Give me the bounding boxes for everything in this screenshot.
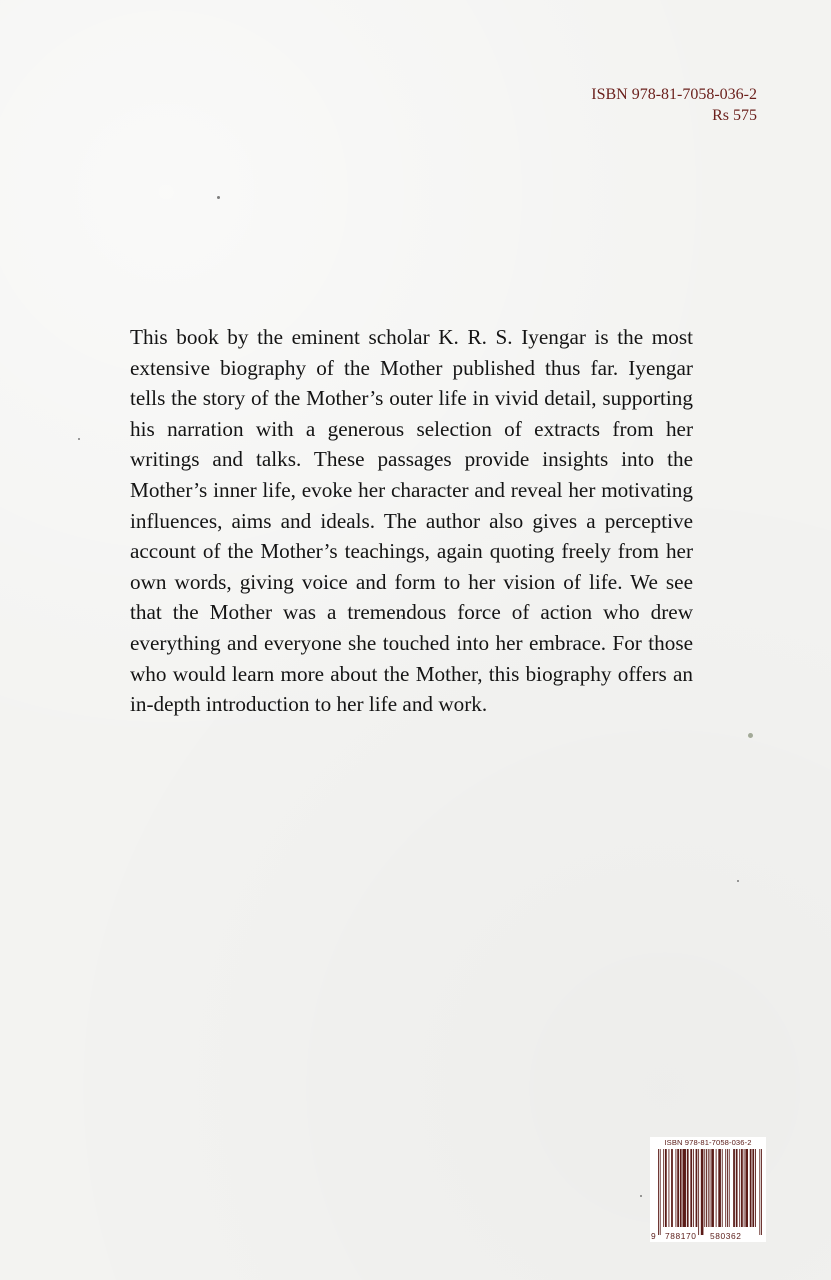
paper-speck bbox=[78, 438, 80, 440]
barcode-bar bbox=[693, 1149, 694, 1227]
barcode-bar bbox=[668, 1149, 669, 1227]
price: Rs 575 bbox=[712, 107, 757, 124]
barcode-bar bbox=[744, 1149, 745, 1227]
barcode-bar bbox=[761, 1149, 762, 1235]
paper-speck bbox=[737, 880, 739, 882]
barcode-bar bbox=[658, 1149, 659, 1235]
barcode-digit-lead: 9 bbox=[651, 1231, 657, 1241]
barcode-bar bbox=[716, 1149, 717, 1227]
barcode-bar bbox=[701, 1149, 704, 1235]
barcode-bar bbox=[725, 1149, 726, 1227]
barcode-digit-group-1: 788170 bbox=[665, 1231, 697, 1241]
barcode-bar bbox=[750, 1149, 752, 1227]
barcode-bar bbox=[710, 1149, 711, 1227]
barcode-bar bbox=[711, 1149, 714, 1227]
barcode-bar bbox=[718, 1149, 721, 1227]
barcode-bar bbox=[687, 1149, 689, 1227]
barcode-bar bbox=[745, 1149, 748, 1227]
barcode-bar bbox=[690, 1149, 692, 1227]
barcode-digit-group-2: 580362 bbox=[710, 1231, 742, 1241]
barcode-bar bbox=[729, 1149, 730, 1227]
barcode-bar bbox=[663, 1149, 664, 1227]
isbn-number: ISBN 978-81-7058-036-2 bbox=[591, 86, 757, 103]
paper-speck bbox=[640, 1195, 642, 1197]
barcode-bar bbox=[722, 1149, 723, 1227]
isbn-price-block bbox=[591, 84, 757, 126]
barcode-isbn-label: ISBN 978-81-7058-036-2 bbox=[664, 1138, 752, 1147]
barcode-bar bbox=[733, 1149, 735, 1227]
barcode-bar bbox=[680, 1149, 682, 1227]
barcode-bars bbox=[658, 1149, 762, 1235]
barcode-bar bbox=[706, 1149, 707, 1227]
barcode-bar bbox=[736, 1149, 738, 1227]
barcode-bar bbox=[727, 1149, 728, 1227]
barcode-bar bbox=[660, 1149, 661, 1235]
barcode-bar bbox=[675, 1149, 676, 1227]
barcode-bar bbox=[671, 1149, 673, 1227]
barcode-bar bbox=[682, 1149, 686, 1227]
barcode-bar bbox=[708, 1149, 709, 1227]
paper-speck bbox=[748, 733, 753, 738]
barcode-bar bbox=[752, 1149, 754, 1227]
barcode-bar bbox=[741, 1149, 743, 1227]
book-description: This book by the eminent scholar K. R. S. Iyengar is the most extensive biography of the Mother published thus far. Iyengar tells the story of the Mother’s outer life in vivid detail, supporting his narration with a generous selection of extracts from her writings and talks. These passages provide insights into the Mother’s inner life, evoke her character and reveal her motivating influences, aims and ideals. The author also gives a perceptive account of the Mother’s teachings, again quoting freely from her own words, giving voice and form to her vision of life. We see that the Mother was a tremendous force of action who drew everything and everyone she touched into her embrace. For those who would learn more about the Mother, this biography offers an in-depth introduction to her life and work. bbox=[130, 325, 693, 717]
barcode-bar bbox=[755, 1149, 756, 1227]
barcode-bar bbox=[696, 1149, 698, 1227]
barcode-bar bbox=[739, 1149, 740, 1227]
barcode-bar bbox=[698, 1149, 699, 1235]
paper-speck bbox=[217, 196, 220, 199]
barcode-bar bbox=[704, 1149, 705, 1227]
barcode-bar bbox=[665, 1149, 667, 1227]
barcode-bar bbox=[759, 1149, 760, 1235]
barcode-bar bbox=[677, 1149, 679, 1227]
barcode bbox=[650, 1137, 766, 1242]
